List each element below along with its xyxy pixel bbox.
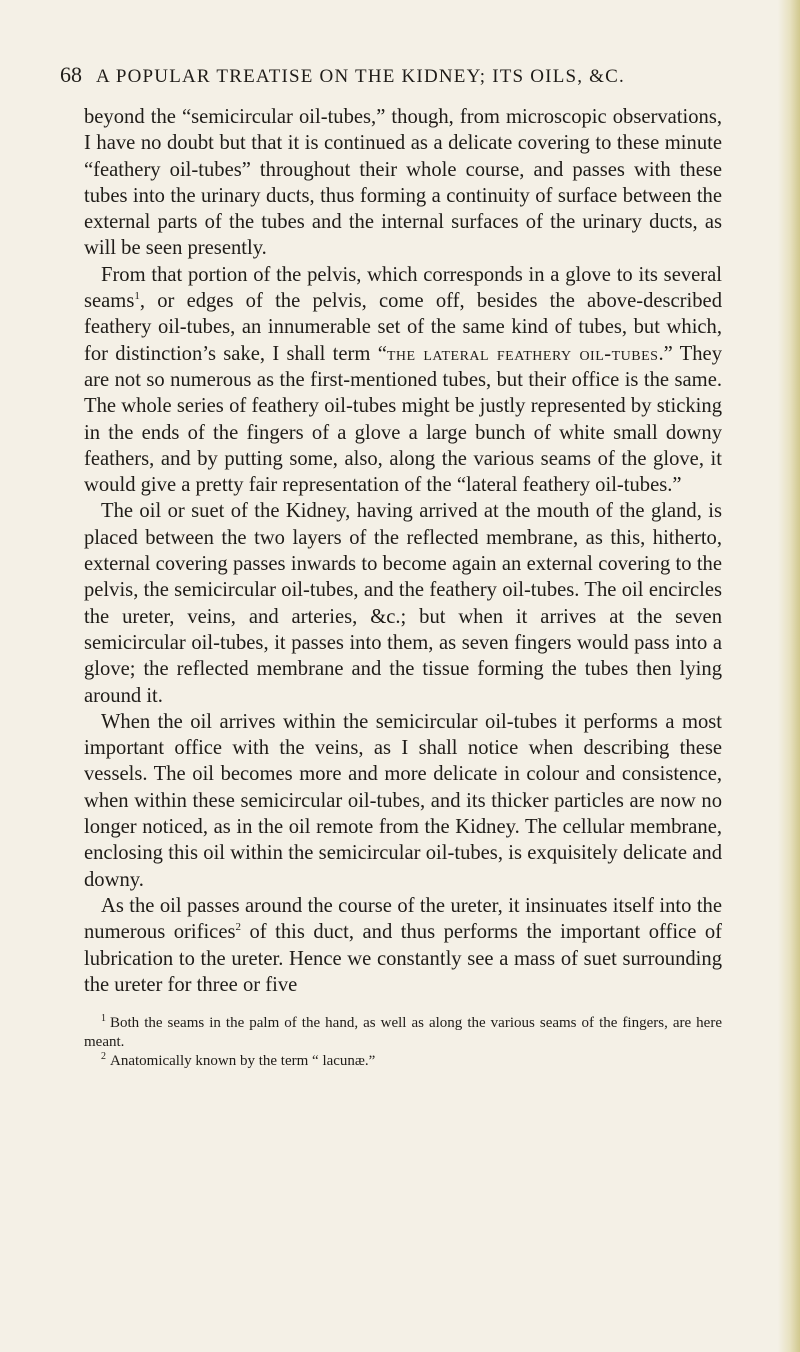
running-head — [60, 62, 722, 88]
footnote — [84, 1052, 722, 1071]
footnote-text: Anatomically known by the term “ lacunæ.” — [110, 1053, 376, 1070]
paragraph-text: The oil or suet of the Kidney, having arrived at the mouth of the gland, is placed between the two layers of the reflected membrane, as this, hitherto, external covering passes inwards to become again an external covering to the pelvis, the semicircular oil-tubes, and the feathery oil-tubes. The oil encircles the ureter, veins, and arteries, &c.; but when it arrives at the seven semicircular oil-tubes, it passes into them, as seven fingers would pass into a glove; the reflected membrane and the tissue forming the tubes then lying around it. — [84, 500, 722, 707]
book-page — [60, 62, 722, 1071]
paragraph — [84, 262, 722, 499]
footnote-mark: 2 — [101, 1051, 106, 1063]
paragraph-text: As the oil passes around the course of the ureter, it insinuates itself into the numerous orifices — [84, 894, 722, 944]
paragraph-text: , or edges of the pelvis, come off, besides the above-described feathery oil-tubes, an innumerable set of the same kind of tubes, but which, for distinction’s sake, I shall term “ — [84, 290, 722, 365]
paragraph-text: of this duct, and thus performs the important office of lubrication to the ureter. Hence we constantly see a mass of suet surrounding the ureter for three or five — [84, 921, 722, 996]
footnotes — [84, 1014, 722, 1071]
paragraph-text: When the oil arrives within the semicircular oil-tubes it performs a most important office with the veins, as I shall notice when describing these vessels. The oil becomes more and more delicate in colour and consistence, when within these semicircular oil-tubes, and its thicker particles are now no longer noticed, as in the oil remote from the Kidney. The cellular membrane, enclosing this oil within the semicircular oil-tubes, is exquisitely delicate and downy. — [84, 710, 722, 891]
small-caps-term: the lateral feathery oil-tubes — [386, 342, 659, 365]
footnote-mark: 1 — [101, 1013, 106, 1025]
paragraph-text: From that portion of the pelvis, which corresponds in a glove to its several seams — [84, 263, 722, 313]
page-edge-shading — [778, 0, 800, 1352]
footnote-ref: 1 — [134, 290, 140, 303]
footnote-ref: 2 — [235, 921, 241, 934]
page-number: 68 — [60, 62, 82, 87]
body-text — [84, 104, 722, 998]
paragraph-text: beyond the “semicircular oil-tubes,” though, from microscopic observations, I have no doubt but that it is continued as a delicate covering to these minute “feathery oil-tubes” throughout their whole course, and passes with these tubes into the urinary ducts, thus forming a continuity of surface between the external parts of the tubes and the internal surfaces of the urinary ducts, as will be seen presently. — [84, 106, 722, 260]
paragraph — [84, 498, 722, 708]
paragraph-text: .” They are not so numerous as the first-mentioned tubes, but their office is the same. The whole series of feathery oil-tubes might be justly represented by sticking in the ends of the fingers of a glove a large bunch of white small downy feathers, and by putting some, also, along the various seams of the glove, it would give a pretty fair representation of the “lateral feathery oil-tubes.” — [84, 342, 722, 497]
paragraph — [84, 709, 722, 893]
paragraph — [84, 893, 722, 998]
running-title: A POPULAR TREATISE ON THE KIDNEY; ITS OILS, &C. — [96, 66, 625, 87]
footnote-text: Both the seams in the palm of the hand, as well as along the various seams of the fingers, are here meant. — [84, 1015, 722, 1051]
footnote — [84, 1014, 722, 1052]
paragraph — [84, 104, 722, 262]
